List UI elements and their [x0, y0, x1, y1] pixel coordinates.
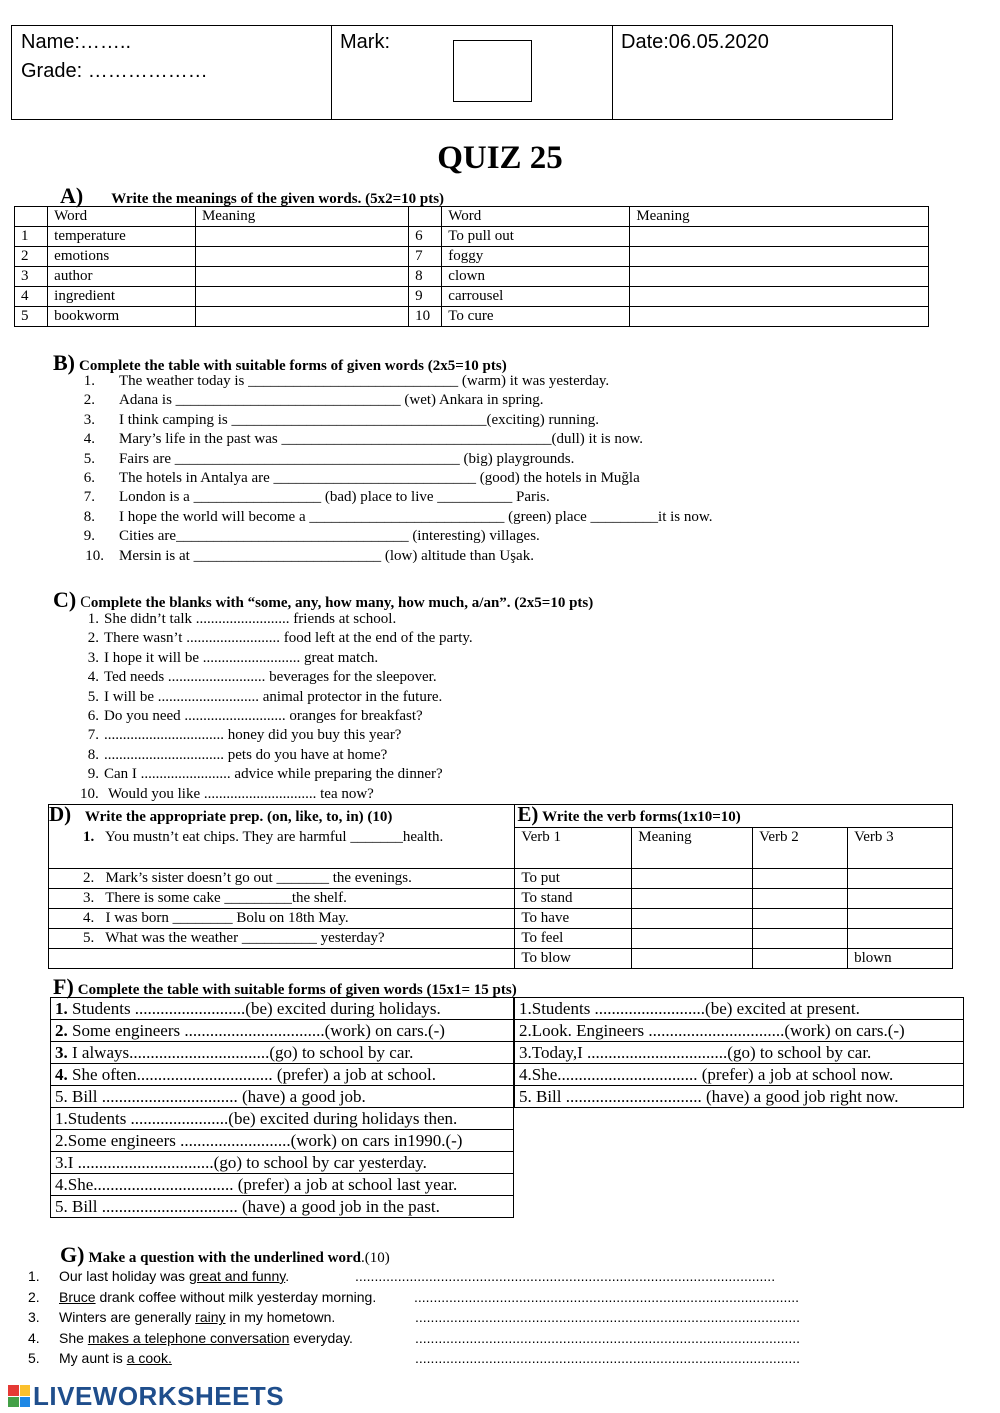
answer-cell[interactable] [848, 908, 953, 928]
list-item: 3. Winters are generally rainy in my hometown. ................................................................................................... [28, 1307, 928, 1328]
section-g-letter: G) [60, 1242, 85, 1267]
list-item: 5. Fairs are ______________________________________ (big) playgrounds. [83, 450, 575, 467]
section-d-letter: D) [49, 802, 72, 826]
col-verb3: Verb 3 [848, 828, 953, 869]
answer-cell[interactable] [632, 888, 753, 908]
table-row: 5. Bill ................................ (have) a good job in the past. [51, 1196, 514, 1218]
list-item: 3. I think camping is __________________________________(exciting) running. [83, 411, 599, 428]
table-row: 2. Mark’s sister doesn’t go out _______ the evenings. To put [49, 868, 953, 888]
table-header-row [15, 207, 929, 227]
list-item: 1. She didn’t talk ......................... friends at school. [87, 611, 397, 627]
section-a-instruction: Write the meanings of the given words. (5x2=10 pts) [111, 191, 445, 207]
section-a-letter: A) [60, 183, 84, 208]
list-item: 8. ................................ pets do you have at home? [87, 746, 388, 763]
section-d-instruction: Write the appropriate prep. (on, like, to, in) (10) [84, 809, 393, 825]
table-row: 4. She often................................ (prefer) a job at school. [51, 1064, 514, 1086]
list-item: 10. Mersin is at _________________________ (low) altitude than Uşak. [85, 547, 534, 564]
table-row: 4. I was born ________ Bolu on 18th May. To have [49, 908, 953, 928]
section-g-instruction: Make a question with the underlined word [88, 1250, 361, 1266]
section-g-list [28, 1266, 928, 1369]
list-item: 1. Our last holiday was great and funny. ............................................................................................................ [28, 1266, 928, 1287]
mark-label: Mark: [340, 31, 390, 53]
name-field[interactable]: Name:…….. [21, 31, 132, 53]
meaning-input[interactable] [195, 247, 408, 267]
section-f-right-table [514, 997, 964, 1108]
table-row: 2 emotions 7 foggy [15, 247, 929, 267]
mark-cell [331, 26, 613, 119]
meaning-input[interactable] [195, 287, 408, 307]
col-meaning: Meaning [632, 828, 753, 869]
list-item: 5. I will be ........................... animal protector in the future. [87, 688, 443, 705]
meaning-input[interactable] [630, 227, 929, 247]
table-row: 4 ingredient 9 carrousel [15, 287, 929, 307]
answer-cell[interactable] [753, 928, 848, 948]
section-c-instruction: omplete the blanks with “some, any, how many, how much, a/an”. (2x5=10 pts) [90, 595, 594, 611]
meaning-input[interactable] [195, 267, 408, 287]
meaning-input[interactable] [195, 307, 408, 327]
table-row: 3 author 8 clown [15, 267, 929, 287]
name-grade-cell [12, 26, 332, 119]
section-f-instruction: Complete the table with suitable forms of given words (15x1= 15 pts) [77, 982, 517, 998]
list-item: 4. Mary’s life in the past was ____________________________________(dull) it is now. [83, 431, 643, 448]
list-item: 7. ................................ honey did you buy this year? [87, 727, 402, 744]
section-f-left-table [50, 997, 514, 1218]
section-b-letter: B) [53, 350, 75, 375]
answer-cell[interactable] [632, 928, 753, 948]
col-verb2: Verb 2 [753, 828, 848, 869]
table-row: 1. Students ..........................(be) excited during holidays. [51, 998, 514, 1020]
list-item: 2. Adana is ______________________________ (wet) Ankara in spring. [83, 392, 544, 409]
section-g-heading [60, 1242, 390, 1268]
table-header-row [49, 805, 953, 828]
meaning-input[interactable] [195, 227, 408, 247]
table-row: 2.Some engineers ..........................(work) on cars in1990.(-) [51, 1130, 514, 1152]
table-row: To blow blown [49, 948, 953, 968]
date-cell [612, 26, 892, 119]
answer-cell[interactable] [753, 908, 848, 928]
answer-cell[interactable] [753, 888, 848, 908]
list-item: 6. The hotels in Antalya are ___________________________ (good) the hotels in Muğla [83, 469, 640, 486]
table-row: 5. Bill ................................ (have) a good job right now. [515, 1086, 964, 1108]
table-row: 2.Look. Engineers ................................(work) on cars.(-) [515, 1020, 964, 1042]
table-row: 4.She................................. (prefer) a job at school now. [515, 1064, 964, 1086]
answer-cell[interactable] [632, 908, 753, 928]
list-item: 7. London is a _________________ (bad) place to live __________ Paris. [83, 489, 550, 506]
table-row: 2. Some engineers .................................(work) on cars.(-) [51, 1020, 514, 1042]
list-item: 8. I hope the world will become a __________________________ (green) place _________it is now. [83, 508, 713, 525]
answer-line[interactable]: ............................................................................................................ [355, 1268, 776, 1284]
answer-line[interactable]: ................................................................................................... [415, 1350, 801, 1367]
answer-cell[interactable] [632, 868, 753, 888]
table-row: 3. There is some cake _________the shelf. To stand [49, 888, 953, 908]
table-row: 1.Students ..........................(be) excited at present. [515, 998, 964, 1020]
table-row: 3.I ................................(go) to school by car yesterday. [51, 1152, 514, 1174]
answer-cell[interactable] [632, 948, 753, 968]
list-item: 1. The weather today is ____________________________ (warm) it was yesterday. [83, 373, 610, 389]
answer-cell[interactable] [753, 868, 848, 888]
section-d-e-table [48, 804, 953, 969]
table-row: 5. Bill ................................ (have) a good job. [51, 1086, 514, 1108]
mark-box[interactable] [453, 40, 532, 102]
header-box [11, 25, 893, 120]
col-verb1: Verb 1 [515, 828, 632, 869]
meaning-input[interactable] [630, 267, 929, 287]
page-title: QUIZ 25 [437, 140, 563, 176]
section-e-instruction: Write the verb forms(1x10=10) [542, 809, 741, 825]
list-item: 2. Bruce drank coffee without milk yesterday morning. ................................................................................................... [28, 1287, 928, 1308]
section-c-letter: C) [53, 587, 77, 612]
meaning-input[interactable] [630, 247, 929, 267]
col-meaning: Meaning [630, 207, 929, 227]
section-a-table [14, 206, 929, 327]
list-item: 9. Cities are_______________________________ (interesting) villages. [83, 528, 540, 545]
date-label: Date:06.05.2020 [621, 31, 769, 53]
section-c-instruction-first: C [80, 594, 91, 611]
answer-cell[interactable] [848, 928, 953, 948]
col-meaning: Meaning [195, 207, 408, 227]
table-row: 1.Students .......................(be) excited during holidays then. [51, 1108, 514, 1130]
list-item: 9. Can I ........................ advice while preparing the dinner? [87, 766, 443, 783]
answer-cell[interactable] [848, 888, 953, 908]
col-word: Word [48, 207, 196, 227]
list-item: 6. Do you need ........................... oranges for breakfast? [87, 707, 423, 724]
table-row: 3. I always.................................(go) to school by car. [51, 1042, 514, 1064]
section-b-list [79, 372, 959, 566]
section-b-instruction: Complete the table with suitable forms of given words (2x5=10 pts) [79, 358, 507, 374]
liveworksheets-logo-icon [8, 1385, 30, 1407]
table-row: 1 temperature 6 To pull out [15, 227, 929, 247]
logo-text: LIVEWORKSHEETS [33, 1380, 285, 1411]
liveworksheets-logo[interactable] [8, 1381, 284, 1411]
meaning-input[interactable] [630, 287, 929, 307]
table-row: 1. You mustn’t eat chips. They are harmful _______health. Verb 1 Meaning Verb 2 Verb 3 [49, 828, 953, 869]
list-item: 4. Ted needs .......................... beverages for the sleepover. [87, 669, 437, 686]
meaning-input[interactable] [630, 307, 929, 327]
answer-line[interactable]: ................................................................................................... [414, 1288, 800, 1305]
list-item: 3. I hope it will be .......................... great match. [87, 649, 379, 666]
table-row: 4.She................................. (prefer) a job at school last year. [51, 1174, 514, 1196]
table-row: 3.Today,I .................................(go) to school by car. [515, 1042, 964, 1064]
answer-cell[interactable] [848, 868, 953, 888]
answer-line[interactable]: ................................................................................................... [415, 1329, 801, 1346]
list-item: 2. There wasn’t ......................... food left at the end of the party. [87, 630, 473, 647]
table-row: 5 bookworm 10 To cure [15, 307, 929, 327]
answer-cell[interactable] [753, 948, 848, 968]
list-item: 10. Would you like .............................. tea now? [80, 785, 374, 802]
table-row: 5. What was the weather __________ yesterday? To feel [49, 928, 953, 948]
section-e-letter: E) [517, 802, 539, 826]
list-item: 5. My aunt is a cook. ................................................................................................... [28, 1348, 928, 1369]
section-f-letter: F) [53, 974, 74, 999]
list-item: 4. She makes a telephone conversation everyday. ................................................................................................... [28, 1328, 928, 1349]
grade-field[interactable]: Grade: ……………… [21, 60, 208, 82]
section-c-list [79, 610, 959, 804]
answer-line[interactable]: ................................................................................................... [415, 1309, 801, 1326]
section-g-points: .(10) [360, 1250, 390, 1266]
col-word: Word [442, 207, 630, 227]
